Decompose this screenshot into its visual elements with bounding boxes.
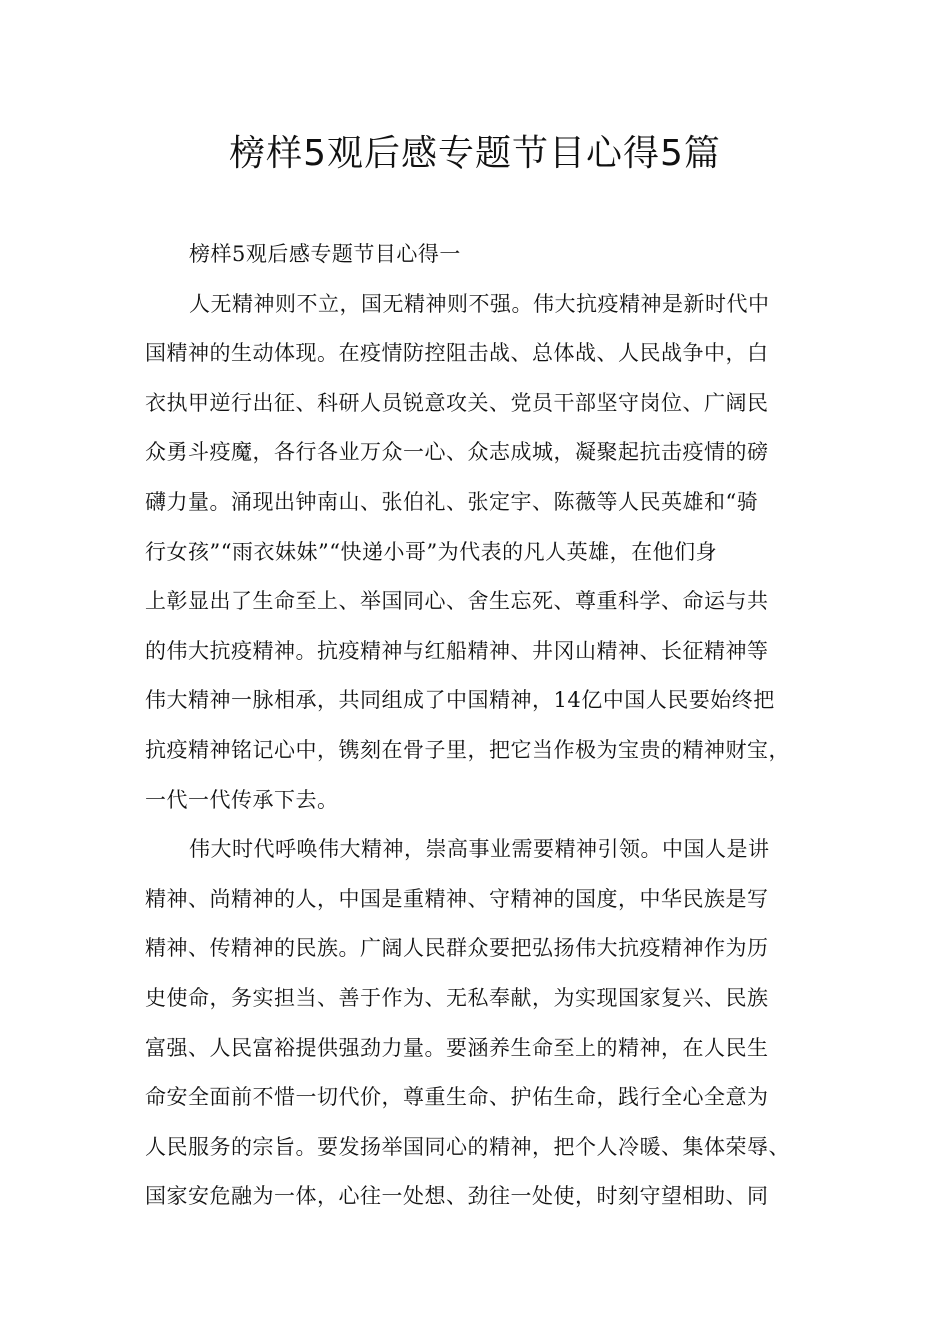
document-title: 榜样5观后感专题节目心得5篇 [229,133,721,174]
paragraph-line: 的伟大抗疫精神。抗疫精神与红船精神、井冈山精神、长征精神等 [145,638,769,663]
paragraph-line: 国家安危融为一体，心往一处想、劲往一处使，时刻守望相助、同 [145,1184,769,1209]
paragraph-line: 富强、人民富裕提供强劲力量。要涵养生命至上的精神，在人民生 [145,1035,769,1060]
paragraph-line: 行女孩”“雨衣妹妹”“快递小哥”为代表的凡人英雄，在他们身 [145,539,718,564]
paragraph-line: 众勇斗疫魔，各行各业万众一心、众志成城，凝聚起抗击疫情的磅 [145,440,769,465]
paragraph-line: 上彰显出了生命至上、举国同心、舍生忘死、尊重科学、命运与共 [145,589,769,614]
paragraph-line: 一代一代传承下去。 [145,787,339,812]
paragraph-line: 抗疫精神铭记心中，镌刻在骨子里，把它当作极为宝贵的精神财宝， [145,737,790,762]
paragraph-line: 伟大精神一脉相承，共同组成了中国精神，14亿中国人民要始终把 [145,688,775,713]
paragraph-line: 伟大时代呼唤伟大精神，崇高事业需要精神引领。中国人是讲 [189,837,770,862]
paragraph-line: 礴力量。涌现出钟南山、张伯礼、张定宇、陈薇等人民英雄和“骑 [145,489,759,514]
paragraph-line: 史使命，务实担当、善于作为、无私奉献，为实现国家复兴、民族 [145,985,769,1010]
paragraph-line: 国精神的生动体现。在疫情防控阻击战、总体战、人民战争中，白 [145,341,769,366]
paragraph-line: 人民服务的宗旨。要发扬举国同心的精神，把个人冷暖、集体荣辱、 [145,1134,790,1159]
document-body [145,230,825,1222]
paragraph-line: 精神、传精神的民族。广阔人民群众要把弘扬伟大抗疫精神作为历 [145,936,769,961]
paragraph-line: 命安全面前不惜一切代价，尊重生命、护佑生命，践行全心全意为 [145,1085,769,1110]
paragraph-line: 精神、尚精神的人，中国是重精神、守精神的国度，中华民族是写 [145,886,769,911]
paragraph-line: 衣执甲逆行出征、科研人员锐意攻关、党员干部坚守岗位、广阔民 [145,390,769,415]
section-heading: 榜样5观后感专题节目心得一 [189,242,461,266]
paragraph-line: 人无精神则不立，国无精神则不强。伟大抗疫精神是新时代中 [189,291,770,316]
